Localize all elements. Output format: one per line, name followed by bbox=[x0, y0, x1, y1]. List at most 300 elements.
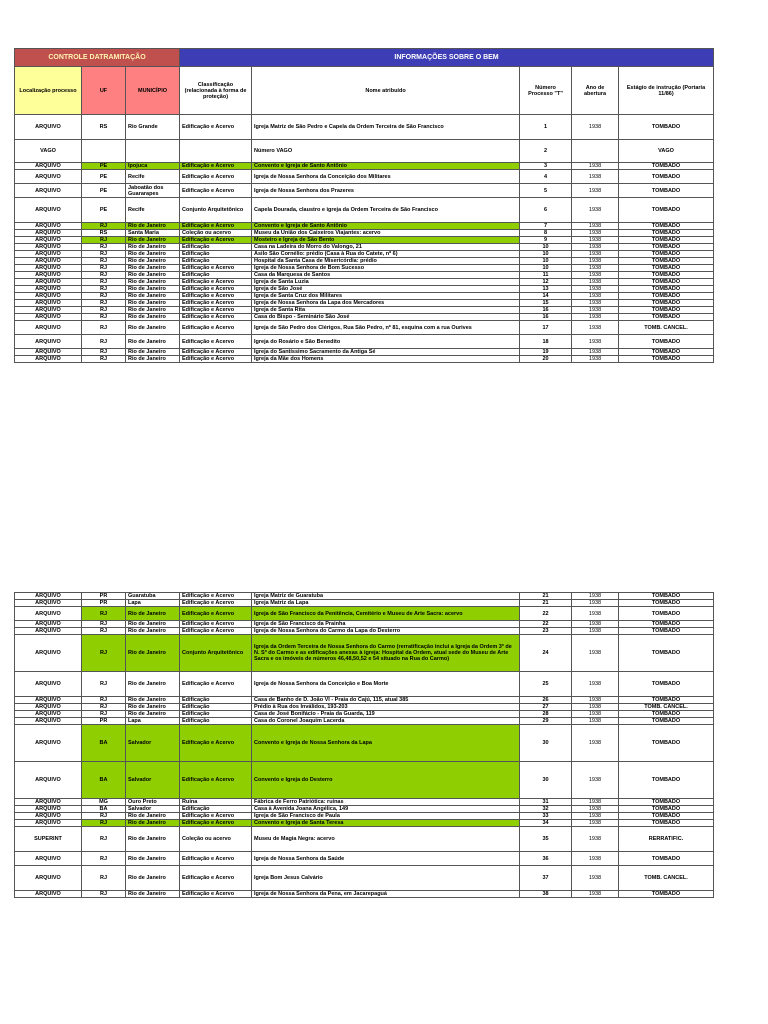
table-row bbox=[15, 163, 714, 170]
cell-year: 1938 bbox=[572, 349, 619, 356]
cell-name: Casa do Bispo - Seminário São José bbox=[252, 314, 520, 321]
cell-name: Casa à Avenida Joana Angélica, 149 bbox=[252, 806, 520, 813]
cell-name: Igreja de Santa Cruz dos Militares bbox=[252, 293, 520, 300]
cell-uf: RJ bbox=[82, 321, 126, 335]
table-row bbox=[15, 307, 714, 314]
table-row bbox=[15, 852, 714, 866]
cell-location: ARQUIVO bbox=[15, 321, 82, 335]
cell-year: 1938 bbox=[572, 711, 619, 718]
cell-uf: RJ bbox=[82, 335, 126, 349]
cell-stage: TOMBADO bbox=[619, 813, 714, 820]
table-row bbox=[15, 600, 714, 607]
cell-municipio: Rio de Janeiro bbox=[126, 265, 180, 272]
cell-stage: TOMBADO bbox=[619, 258, 714, 265]
cell-municipio: Rio de Janeiro bbox=[126, 621, 180, 628]
cell-municipio: Rio de Janeiro bbox=[126, 866, 180, 891]
cell-stage: TOMBADO bbox=[619, 711, 714, 718]
cell-year: 1938 bbox=[572, 635, 619, 672]
cell-uf: RJ bbox=[82, 866, 126, 891]
cell-location: ARQUIVO bbox=[15, 265, 82, 272]
cell-classification: Edificação e Acervo bbox=[180, 115, 252, 140]
cell-stage: TOMBADO bbox=[619, 628, 714, 635]
cell-year: 1938 bbox=[572, 293, 619, 300]
cell-municipio: Jaboatão dos Guararapes bbox=[126, 184, 180, 198]
cell-process-number: 6 bbox=[520, 198, 572, 223]
cell-year: 1938 bbox=[572, 806, 619, 813]
table-row bbox=[15, 891, 714, 898]
cell-municipio: Rio de Janeiro bbox=[126, 704, 180, 711]
cell-stage: TOMBADO bbox=[619, 725, 714, 762]
cell-classification: Edificação e Acervo bbox=[180, 223, 252, 230]
cell-year: 1938 bbox=[572, 356, 619, 363]
cell-municipio: Rio de Janeiro bbox=[126, 314, 180, 321]
cell-year: 1938 bbox=[572, 820, 619, 827]
cell-uf: PR bbox=[82, 593, 126, 600]
cell-name: Convento e Igreja de Santa Teresa bbox=[252, 820, 520, 827]
cell-name: Museu de Magia Negra: acervo bbox=[252, 827, 520, 852]
cell-municipio: Rio de Janeiro bbox=[126, 711, 180, 718]
cell-stage: TOMBADO bbox=[619, 230, 714, 237]
cell-location: ARQUIVO bbox=[15, 820, 82, 827]
cell-year: 1938 bbox=[572, 628, 619, 635]
process-table-2 bbox=[14, 592, 714, 898]
cell-stage: RERRATIFIC. bbox=[619, 827, 714, 852]
table-row bbox=[15, 115, 714, 140]
table-row bbox=[15, 711, 714, 718]
cell-uf: RS bbox=[82, 230, 126, 237]
cell-classification: Edificação e Acervo bbox=[180, 314, 252, 321]
process-table-1 bbox=[14, 48, 714, 363]
cell-name: Prédio à Rua dos Inválidos, 193-203 bbox=[252, 704, 520, 711]
cell-name: Capela Dourada, claustro e igreja da Ordem Terceira de São Francisco bbox=[252, 198, 520, 223]
cell-uf: RJ bbox=[82, 852, 126, 866]
cell-location: ARQUIVO bbox=[15, 349, 82, 356]
cell-uf: RJ bbox=[82, 635, 126, 672]
cell-stage: TOMBADO bbox=[619, 349, 714, 356]
cell-stage: TOMBADO bbox=[619, 251, 714, 258]
cell-stage: TOMBADO bbox=[619, 697, 714, 704]
cell-process-number: 4 bbox=[520, 170, 572, 184]
cell-uf: RJ bbox=[82, 711, 126, 718]
col-header-location: Localização processo bbox=[15, 67, 82, 115]
cell-year: 1938 bbox=[572, 600, 619, 607]
cell-location: ARQUIVO bbox=[15, 628, 82, 635]
cell-year: 1938 bbox=[572, 279, 619, 286]
cell-process-number: 21 bbox=[520, 600, 572, 607]
cell-location: ARQUIVO bbox=[15, 115, 82, 140]
cell-classification: Edificação bbox=[180, 704, 252, 711]
cell-classification: Edificação e Acervo bbox=[180, 184, 252, 198]
cell-process-number: 14 bbox=[520, 293, 572, 300]
cell-municipio: Rio de Janeiro bbox=[126, 356, 180, 363]
cell-name: Asilo São Cornélio: prédio (Casa à Rua do Catete, nº 6) bbox=[252, 251, 520, 258]
cell-process-number: 29 bbox=[520, 718, 572, 725]
cell-process-number: 2 bbox=[520, 140, 572, 163]
cell-year: 1938 bbox=[572, 813, 619, 820]
cell-stage: TOMB. CANCEL. bbox=[619, 704, 714, 711]
cell-classification: Edificação e Acervo bbox=[180, 813, 252, 820]
cell-municipio: Rio Grande bbox=[126, 115, 180, 140]
cell-uf: RJ bbox=[82, 607, 126, 621]
cell-location: ARQUIVO bbox=[15, 607, 82, 621]
cell-municipio: Rio de Janeiro bbox=[126, 279, 180, 286]
table-row bbox=[15, 258, 714, 265]
cell-municipio: Ouro Preto bbox=[126, 799, 180, 806]
cell-name: Museu da União dos Caixeiros Viajantes: acervo bbox=[252, 230, 520, 237]
cell-year: 1938 bbox=[572, 725, 619, 762]
cell-classification: Edificação e Acervo bbox=[180, 852, 252, 866]
cell-process-number: 33 bbox=[520, 813, 572, 820]
column-header-row bbox=[15, 67, 714, 115]
cell-uf: RJ bbox=[82, 621, 126, 628]
cell-location: ARQUIVO bbox=[15, 813, 82, 820]
cell-municipio: Rio de Janeiro bbox=[126, 697, 180, 704]
cell-process-number: 17 bbox=[520, 321, 572, 335]
cell-uf: RJ bbox=[82, 307, 126, 314]
cell-name: Igreja de São Francisco da Prainha bbox=[252, 621, 520, 628]
cell-classification: Edificação bbox=[180, 272, 252, 279]
table-row bbox=[15, 628, 714, 635]
cell-uf: BA bbox=[82, 725, 126, 762]
cell-classification: Edificação bbox=[180, 718, 252, 725]
cell-process-number: 35 bbox=[520, 827, 572, 852]
cell-process-number: 8 bbox=[520, 230, 572, 237]
cell-classification: Edificação e Acervo bbox=[180, 356, 252, 363]
cell-municipio: Rio de Janeiro bbox=[126, 820, 180, 827]
table-row bbox=[15, 300, 714, 307]
cell-classification: Coleção ou acervo bbox=[180, 827, 252, 852]
cell-location: ARQUIVO bbox=[15, 314, 82, 321]
table-row bbox=[15, 272, 714, 279]
cell-name: Igreja de Nossa Senhora do Carmo da Lapa do Desterro bbox=[252, 628, 520, 635]
cell-process-number: 15 bbox=[520, 300, 572, 307]
cell-year: 1938 bbox=[572, 230, 619, 237]
cell-stage: TOMBADO bbox=[619, 718, 714, 725]
cell-municipio: Salvador bbox=[126, 762, 180, 799]
cell-municipio: Rio de Janeiro bbox=[126, 635, 180, 672]
cell-name: Igreja de Nossa Senhora dos Prazeres bbox=[252, 184, 520, 198]
cell-municipio: Lapa bbox=[126, 718, 180, 725]
cell-classification: Edificação bbox=[180, 697, 252, 704]
cell-uf: RJ bbox=[82, 314, 126, 321]
cell-year: 1938 bbox=[572, 593, 619, 600]
cell-year: 1938 bbox=[572, 704, 619, 711]
cell-name: Igreja de São Pedro dos Clérigos, Rua São Pedro, nº 81, esquina com a rua Ourives bbox=[252, 321, 520, 335]
cell-name: Igreja da Mãe dos Homens bbox=[252, 356, 520, 363]
cell-uf: BA bbox=[82, 806, 126, 813]
cell-process-number: 30 bbox=[520, 725, 572, 762]
col-header-year: Ano de abertura bbox=[572, 67, 619, 115]
cell-year: 1938 bbox=[572, 321, 619, 335]
cell-process-number: 32 bbox=[520, 806, 572, 813]
cell-process-number: 28 bbox=[520, 711, 572, 718]
cell-year: 1938 bbox=[572, 672, 619, 697]
cell-year: 1938 bbox=[572, 163, 619, 170]
cell-uf: PE bbox=[82, 163, 126, 170]
col-header-uf: UF bbox=[82, 67, 126, 115]
table-row bbox=[15, 321, 714, 335]
cell-municipio: Santa Maria bbox=[126, 230, 180, 237]
cell-year: 1938 bbox=[572, 799, 619, 806]
cell-uf: PR bbox=[82, 718, 126, 725]
cell-location: ARQUIVO bbox=[15, 799, 82, 806]
cell-uf: RJ bbox=[82, 300, 126, 307]
table-row bbox=[15, 593, 714, 600]
cell-year: 1938 bbox=[572, 607, 619, 621]
table-row bbox=[15, 349, 714, 356]
cell-process-number: 34 bbox=[520, 820, 572, 827]
cell-uf: RJ bbox=[82, 697, 126, 704]
cell-classification: Edificação e Acervo bbox=[180, 600, 252, 607]
cell-location: ARQUIVO bbox=[15, 593, 82, 600]
cell-process-number: 25 bbox=[520, 672, 572, 697]
table-row bbox=[15, 866, 714, 891]
cell-process-number: 19 bbox=[520, 349, 572, 356]
cell-classification: Edificação e Acervo bbox=[180, 349, 252, 356]
table-row bbox=[15, 718, 714, 725]
table-row bbox=[15, 279, 714, 286]
cell-process-number: 11 bbox=[520, 272, 572, 279]
cell-stage: TOMBADO bbox=[619, 300, 714, 307]
cell-year: 1938 bbox=[572, 866, 619, 891]
cell-location: ARQUIVO bbox=[15, 621, 82, 628]
cell-stage: TOMBADO bbox=[619, 356, 714, 363]
cell-stage: TOMBADO bbox=[619, 635, 714, 672]
cell-location: ARQUIVO bbox=[15, 223, 82, 230]
cell-municipio: Recife bbox=[126, 198, 180, 223]
cell-name: Igreja de Nossa Senhora da Pena, em Jacarepaguá bbox=[252, 891, 520, 898]
table-row bbox=[15, 799, 714, 806]
cell-stage: TOMBADO bbox=[619, 237, 714, 244]
cell-stage: TOMBADO bbox=[619, 600, 714, 607]
cell-municipio: Rio de Janeiro bbox=[126, 672, 180, 697]
cell-location: ARQUIVO bbox=[15, 672, 82, 697]
cell-process-number: 10 bbox=[520, 265, 572, 272]
cell-classification: Edificação e Acervo bbox=[180, 300, 252, 307]
cell-name: Convento e Igreja de Nossa Senhora da Lapa bbox=[252, 725, 520, 762]
cell-municipio: Guaratuba bbox=[126, 593, 180, 600]
cell-stage: TOMBADO bbox=[619, 799, 714, 806]
cell-uf: RS bbox=[82, 115, 126, 140]
cell-name: Igreja de Nossa Senhora da Conceição e Boa Morte bbox=[252, 672, 520, 697]
table-row bbox=[15, 806, 714, 813]
cell-location: ARQUIVO bbox=[15, 163, 82, 170]
cell-location: ARQUIVO bbox=[15, 258, 82, 265]
col-header-municipio: MUNICÍPIO bbox=[126, 67, 180, 115]
cell-municipio: Rio de Janeiro bbox=[126, 258, 180, 265]
table-row bbox=[15, 820, 714, 827]
table-row bbox=[15, 184, 714, 198]
table-row bbox=[15, 293, 714, 300]
cell-stage: TOMB. CANCEL. bbox=[619, 321, 714, 335]
cell-municipio: Rio de Janeiro bbox=[126, 321, 180, 335]
cell-location: ARQUIVO bbox=[15, 356, 82, 363]
cell-location: ARQUIVO bbox=[15, 600, 82, 607]
cell-stage: TOMBADO bbox=[619, 170, 714, 184]
cell-uf bbox=[82, 140, 126, 163]
cell-uf: PE bbox=[82, 170, 126, 184]
cell-stage: TOMBADO bbox=[619, 672, 714, 697]
table-row bbox=[15, 265, 714, 272]
cell-municipio: Rio de Janeiro bbox=[126, 349, 180, 356]
cell-location: ARQUIVO bbox=[15, 725, 82, 762]
cell-name: Igreja Matriz de Guaratuba bbox=[252, 593, 520, 600]
cell-process-number: 22 bbox=[520, 621, 572, 628]
cell-process-number: 7 bbox=[520, 223, 572, 230]
cell-name: Igreja do Santíssimo Sacramento da Antiga Sé bbox=[252, 349, 520, 356]
cell-name: Igreja de Nossa Senhora da Conceição dos Militares bbox=[252, 170, 520, 184]
cell-stage: TOMBADO bbox=[619, 314, 714, 321]
cell-name: Igreja de Santa Rita bbox=[252, 307, 520, 314]
cell-classification: Edificação bbox=[180, 258, 252, 265]
cell-location: SUPERINT bbox=[15, 827, 82, 852]
cell-year: 1938 bbox=[572, 237, 619, 244]
cell-classification: Edificação e Acervo bbox=[180, 762, 252, 799]
cell-location: ARQUIVO bbox=[15, 762, 82, 799]
cell-municipio: Lapa bbox=[126, 600, 180, 607]
cell-year: 1938 bbox=[572, 115, 619, 140]
cell-name: Igreja de São José bbox=[252, 286, 520, 293]
table-row bbox=[15, 244, 714, 251]
table-row bbox=[15, 314, 714, 321]
table-row bbox=[15, 697, 714, 704]
cell-uf: RJ bbox=[82, 286, 126, 293]
cell-name: Convento e Igreja de Santo Antônio bbox=[252, 223, 520, 230]
cell-year: 1938 bbox=[572, 621, 619, 628]
cell-process-number: 23 bbox=[520, 628, 572, 635]
cell-classification: Edificação e Acervo bbox=[180, 866, 252, 891]
cell-name: Casa de José Bonifácio - Praia da Guarda, 119 bbox=[252, 711, 520, 718]
cell-year: 1938 bbox=[572, 272, 619, 279]
cell-stage: TOMBADO bbox=[619, 286, 714, 293]
cell-classification bbox=[180, 140, 252, 163]
cell-classification: Edificação bbox=[180, 806, 252, 813]
cell-process-number: 37 bbox=[520, 866, 572, 891]
cell-municipio: Salvador bbox=[126, 725, 180, 762]
cell-municipio: Ipojuca bbox=[126, 163, 180, 170]
cell-name: Casa de Banho de D. João VI - Praia do Cajú, 115, atual 385 bbox=[252, 697, 520, 704]
cell-stage: TOMBADO bbox=[619, 307, 714, 314]
cell-year: 1938 bbox=[572, 314, 619, 321]
cell-year: 1938 bbox=[572, 265, 619, 272]
cell-year: 1938 bbox=[572, 697, 619, 704]
control-title: CONTROLE DATRAMITAÇÃO bbox=[15, 49, 180, 67]
cell-municipio: Recife bbox=[126, 170, 180, 184]
cell-name: Convento e Igreja de Santo Antônio bbox=[252, 163, 520, 170]
table-row bbox=[15, 251, 714, 258]
cell-stage: TOMBADO bbox=[619, 163, 714, 170]
cell-municipio: Rio de Janeiro bbox=[126, 628, 180, 635]
cell-location: ARQUIVO bbox=[15, 635, 82, 672]
cell-classification: Edificação e Acervo bbox=[180, 607, 252, 621]
cell-process-number: 16 bbox=[520, 314, 572, 321]
cell-municipio: Rio de Janeiro bbox=[126, 272, 180, 279]
cell-classification: Edificação e Acervo bbox=[180, 335, 252, 349]
cell-year: 1938 bbox=[572, 286, 619, 293]
table-row bbox=[15, 621, 714, 628]
cell-location: ARQUIVO bbox=[15, 711, 82, 718]
cell-year bbox=[572, 140, 619, 163]
cell-year: 1938 bbox=[572, 198, 619, 223]
cell-location: ARQUIVO bbox=[15, 852, 82, 866]
cell-uf: RJ bbox=[82, 672, 126, 697]
cell-uf: BA bbox=[82, 762, 126, 799]
cell-location: ARQUIVO bbox=[15, 866, 82, 891]
cell-process-number: 27 bbox=[520, 704, 572, 711]
table-row bbox=[15, 286, 714, 293]
cell-uf: RJ bbox=[82, 272, 126, 279]
cell-year: 1938 bbox=[572, 251, 619, 258]
cell-stage: TOMBADO bbox=[619, 244, 714, 251]
cell-location: ARQUIVO bbox=[15, 718, 82, 725]
cell-process-number: 21 bbox=[520, 593, 572, 600]
table-row bbox=[15, 704, 714, 711]
cell-classification: Edificação bbox=[180, 251, 252, 258]
table-row bbox=[15, 725, 714, 762]
cell-process-number: 18 bbox=[520, 335, 572, 349]
cell-municipio: Rio de Janeiro bbox=[126, 607, 180, 621]
cell-process-number: 9 bbox=[520, 237, 572, 244]
cell-process-number: 26 bbox=[520, 697, 572, 704]
cell-classification: Edificação e Acervo bbox=[180, 621, 252, 628]
cell-name: Mosteiro e Igreja de São Bento bbox=[252, 237, 520, 244]
cell-uf: RJ bbox=[82, 349, 126, 356]
cell-name: Igreja do Rosário e São Benedito bbox=[252, 335, 520, 349]
cell-stage: VAGO bbox=[619, 140, 714, 163]
cell-location: ARQUIVO bbox=[15, 230, 82, 237]
cell-location: ARQUIVO bbox=[15, 251, 82, 258]
cell-municipio: Rio de Janeiro bbox=[126, 891, 180, 898]
cell-classification: Edificação e Acervo bbox=[180, 279, 252, 286]
table-row bbox=[15, 198, 714, 223]
cell-name: Igreja Matriz da Lapa bbox=[252, 600, 520, 607]
cell-name: Igreja de Nossa Senhora da Saúde bbox=[252, 852, 520, 866]
cell-uf: RJ bbox=[82, 223, 126, 230]
cell-stage: TOMBADO bbox=[619, 593, 714, 600]
cell-year: 1938 bbox=[572, 335, 619, 349]
cell-stage: TOMBADO bbox=[619, 891, 714, 898]
cell-name: Igreja de São Francisco da Penitência, Cemitério e Museu de Arte Sacra: acervo bbox=[252, 607, 520, 621]
cell-classification: Edificação e Acervo bbox=[180, 307, 252, 314]
cell-stage: TOMBADO bbox=[619, 265, 714, 272]
col-header-process-number: Número Processo "T" bbox=[520, 67, 572, 115]
cell-name: Igreja da Ordem Terceira de Nossa Senhora do Carmo (rerratificação inclui a Igreja da Ordem 3ª de N. Sª do Carmo e as edificações anexas à igreja: Hospital da Ordem, atual sede do Museu de Arte Sacra e os imóveis de números 46,48,50,52 e 54 situado na Rua do Carmo) bbox=[252, 635, 520, 672]
cell-classification: Conjunto Arquitetônico bbox=[180, 635, 252, 672]
cell-municipio: Rio de Janeiro bbox=[126, 244, 180, 251]
table-row bbox=[15, 335, 714, 349]
cell-stage: TOMBADO bbox=[619, 806, 714, 813]
cell-process-number: 20 bbox=[520, 356, 572, 363]
cell-location: ARQUIVO bbox=[15, 184, 82, 198]
cell-location: ARQUIVO bbox=[15, 198, 82, 223]
cell-year: 1938 bbox=[572, 718, 619, 725]
cell-uf: RJ bbox=[82, 356, 126, 363]
cell-uf: RJ bbox=[82, 244, 126, 251]
cell-name: Número VAGO bbox=[252, 140, 520, 163]
cell-location: ARQUIVO bbox=[15, 272, 82, 279]
cell-municipio: Rio de Janeiro bbox=[126, 293, 180, 300]
cell-uf: MG bbox=[82, 799, 126, 806]
cell-stage: TOMBADO bbox=[619, 607, 714, 621]
cell-stage: TOMBADO bbox=[619, 820, 714, 827]
cell-municipio: Rio de Janeiro bbox=[126, 813, 180, 820]
cell-name: Hospital da Santa Casa de Misericórdia: prédio bbox=[252, 258, 520, 265]
cell-classification: Edificação e Acervo bbox=[180, 891, 252, 898]
table-row bbox=[15, 607, 714, 621]
table-row bbox=[15, 223, 714, 230]
cell-name: Casa do Coronel Joaquim Lacerda bbox=[252, 718, 520, 725]
cell-process-number: 31 bbox=[520, 799, 572, 806]
